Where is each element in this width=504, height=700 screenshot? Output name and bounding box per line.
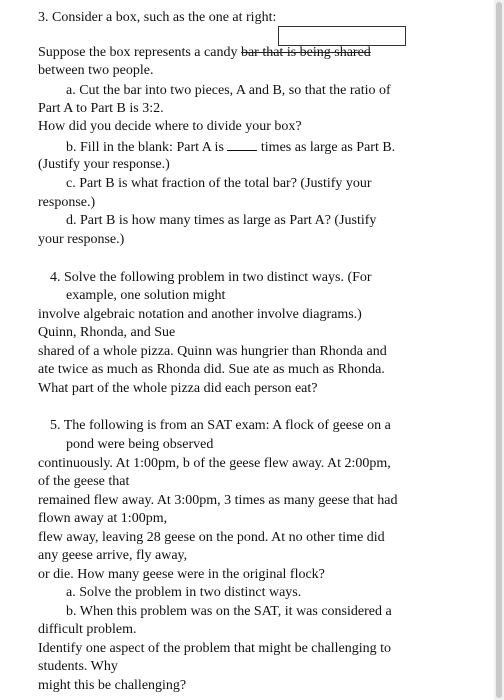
problem-3-line-1a: Suppose the box represents a candy	[38, 45, 241, 60]
problem-5-line-6: flown away at 1:00pm,	[38, 511, 168, 526]
problem-3a-line-2: Part A to Part B is 3:2.	[38, 101, 164, 116]
problem-3b-line-1	[66, 138, 395, 156]
problem-4-line-7: What part of the whole pizza did each person eat?	[38, 381, 318, 396]
fill-in-blank	[227, 138, 257, 151]
problem-3b-pre: b. Fill in the blank: Part A is	[66, 140, 228, 155]
problem-3-line-2: between two people.	[38, 63, 154, 78]
problem-5-line-5: remained flew away. At 3:00pm, 3 times as many geese that had	[38, 493, 398, 508]
vertical-scrollbar[interactable]	[494, 0, 504, 700]
problem-3d-line-1: d. Part B is how many times as large as Part A? (Justify	[66, 213, 377, 228]
problem-5-line-2: pond were being observed	[66, 437, 214, 452]
problem-4-line-1: 4. Solve the following problem in two distinct ways. (For	[50, 270, 372, 285]
problem-3c-line-2: response.)	[38, 195, 96, 210]
problem-4-line-5: shared of a whole pizza. Quinn was hungrier than Rhonda and	[38, 344, 387, 359]
problem-5-line-1: 5. The following is from an SAT exam: A flock of geese on a	[50, 418, 391, 433]
problem-5-line-12: might this be challenging?	[38, 678, 187, 693]
problem-5b-line-1: b. When this problem was on the SAT, it was considered a	[66, 604, 392, 619]
problem-3c-line-1: c. Part B is what fraction of the total bar? (Justify your	[66, 176, 372, 191]
problem-3-line-1	[38, 45, 371, 61]
problem-5b-line-2: difficult problem.	[38, 622, 137, 637]
problem-5-line-4: of the geese that	[38, 474, 130, 489]
problem-3b-post: times as large as Part B.	[257, 140, 396, 155]
problem-5-line-7: flew away, leaving 28 geese on the pond. At no other time did	[38, 530, 385, 545]
problem-3d-line-2: your response.)	[38, 232, 125, 247]
candy-bar-box	[278, 26, 406, 46]
problem-5-line-10: Identify one aspect of the problem that might be challenging to	[38, 641, 392, 656]
problem-3-line-1b: bar that is being shared	[240, 45, 371, 60]
problem-3a-line-1: a. Cut the bar into two pieces, A and B, so that the ratio of	[66, 83, 391, 98]
problem-5-line-3: continuously. At 1:00pm, b of the geese flew away. At 2:00pm,	[38, 456, 391, 471]
problem-4-line-3: involve algebraic notation and another involve diagrams.)	[38, 307, 362, 322]
problem-4-line-6: ate twice as much as Rhonda did. Sue ate as much as Rhonda.	[38, 362, 385, 377]
problem-3b-line-2: (Justify your response.)	[38, 157, 170, 172]
problem-5-line-11: students. Why	[38, 659, 118, 674]
problem-5-line-8: any geese arrive, fly away,	[38, 548, 188, 563]
problem-4-line-2: example, one solution might	[66, 288, 226, 303]
problem-3a-line-3: How did you decide where to divide your box?	[38, 119, 302, 134]
problem-5a-line: a. Solve the problem in two distinct ways.	[66, 585, 302, 600]
problem-3-title: 3. Consider a box, such as the one at right:	[38, 10, 277, 25]
scrollbar-thumb[interactable]	[496, 2, 502, 698]
problem-5-line-9: or die. How many geese were in the original flock?	[38, 567, 325, 582]
problem-4-line-4: Quinn, Rhonda, and Sue	[38, 325, 176, 340]
